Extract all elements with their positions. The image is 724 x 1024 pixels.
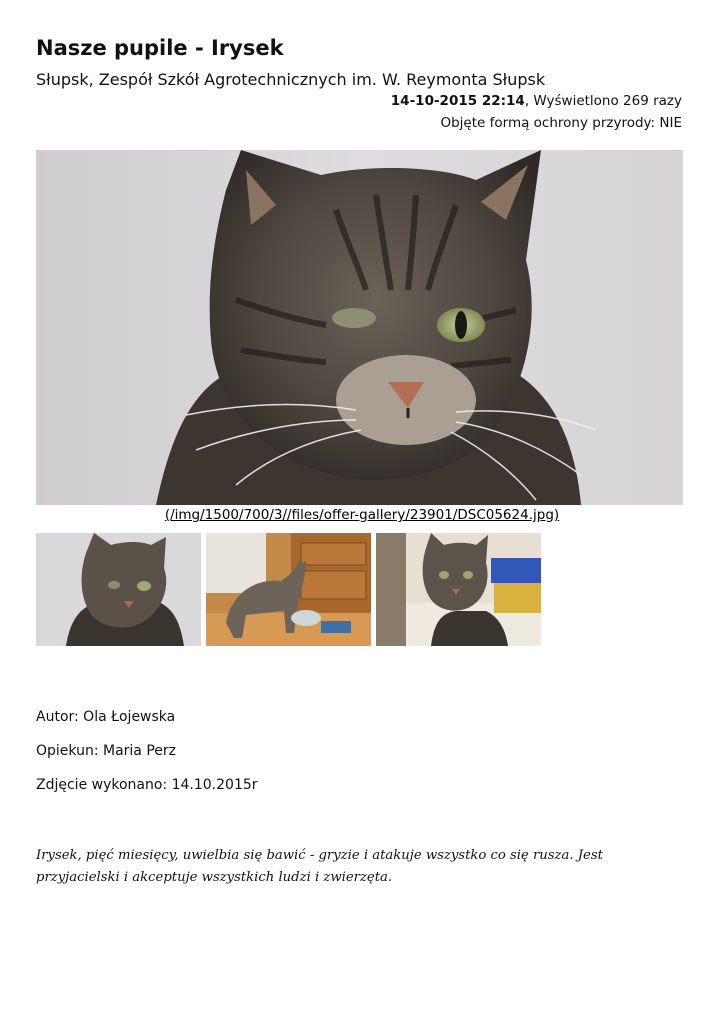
pet-description: Irysek, pięć miesięcy, uwielbia się bawić - gryzie i atakuje wszystko co się rusza. Jest przyjacielski i akceptuje wszystkich ludzi i zwierzęta. (36, 848, 603, 885)
thumbnail-cat-image-2 (206, 533, 371, 646)
main-cat-image (36, 150, 683, 505)
page-title: Nasze pupile - Irysek (36, 36, 284, 60)
protection-status: Objęte formą ochrony przyrody: NIE (440, 115, 682, 131)
thumbnail-cat-image-1 (36, 533, 201, 646)
gallery-thumbnail-2[interactable] (206, 533, 371, 646)
location-subtitle: Słupsk, Zespół Szkół Agrotechnicznych im. W. Reymonta Słupsk (36, 70, 546, 89)
thumbnail-cat-image-3 (376, 533, 541, 646)
post-meta (391, 93, 682, 109)
view-count: , Wyświetlono 269 razy (524, 93, 682, 109)
gallery-thumbnail-1[interactable] (36, 533, 201, 646)
main-photo-path[interactable]: (/img/1500/700/3//files/offer-gallery/23901/DSC05624.jpg) (164, 507, 560, 523)
post-datetime: 14-10-2015 22:14 (390, 93, 525, 109)
gallery-thumbnail-3[interactable] (376, 533, 541, 646)
main-cat-photo[interactable] (36, 150, 683, 505)
author-line: Autor: Ola Łojewska (36, 709, 176, 725)
photo-date-line: Zdjęcie wykonano: 14.10.2015r (36, 777, 258, 793)
main-photo-link[interactable] (0, 507, 724, 523)
caretaker-line: Opiekun: Maria Perz (36, 743, 176, 759)
